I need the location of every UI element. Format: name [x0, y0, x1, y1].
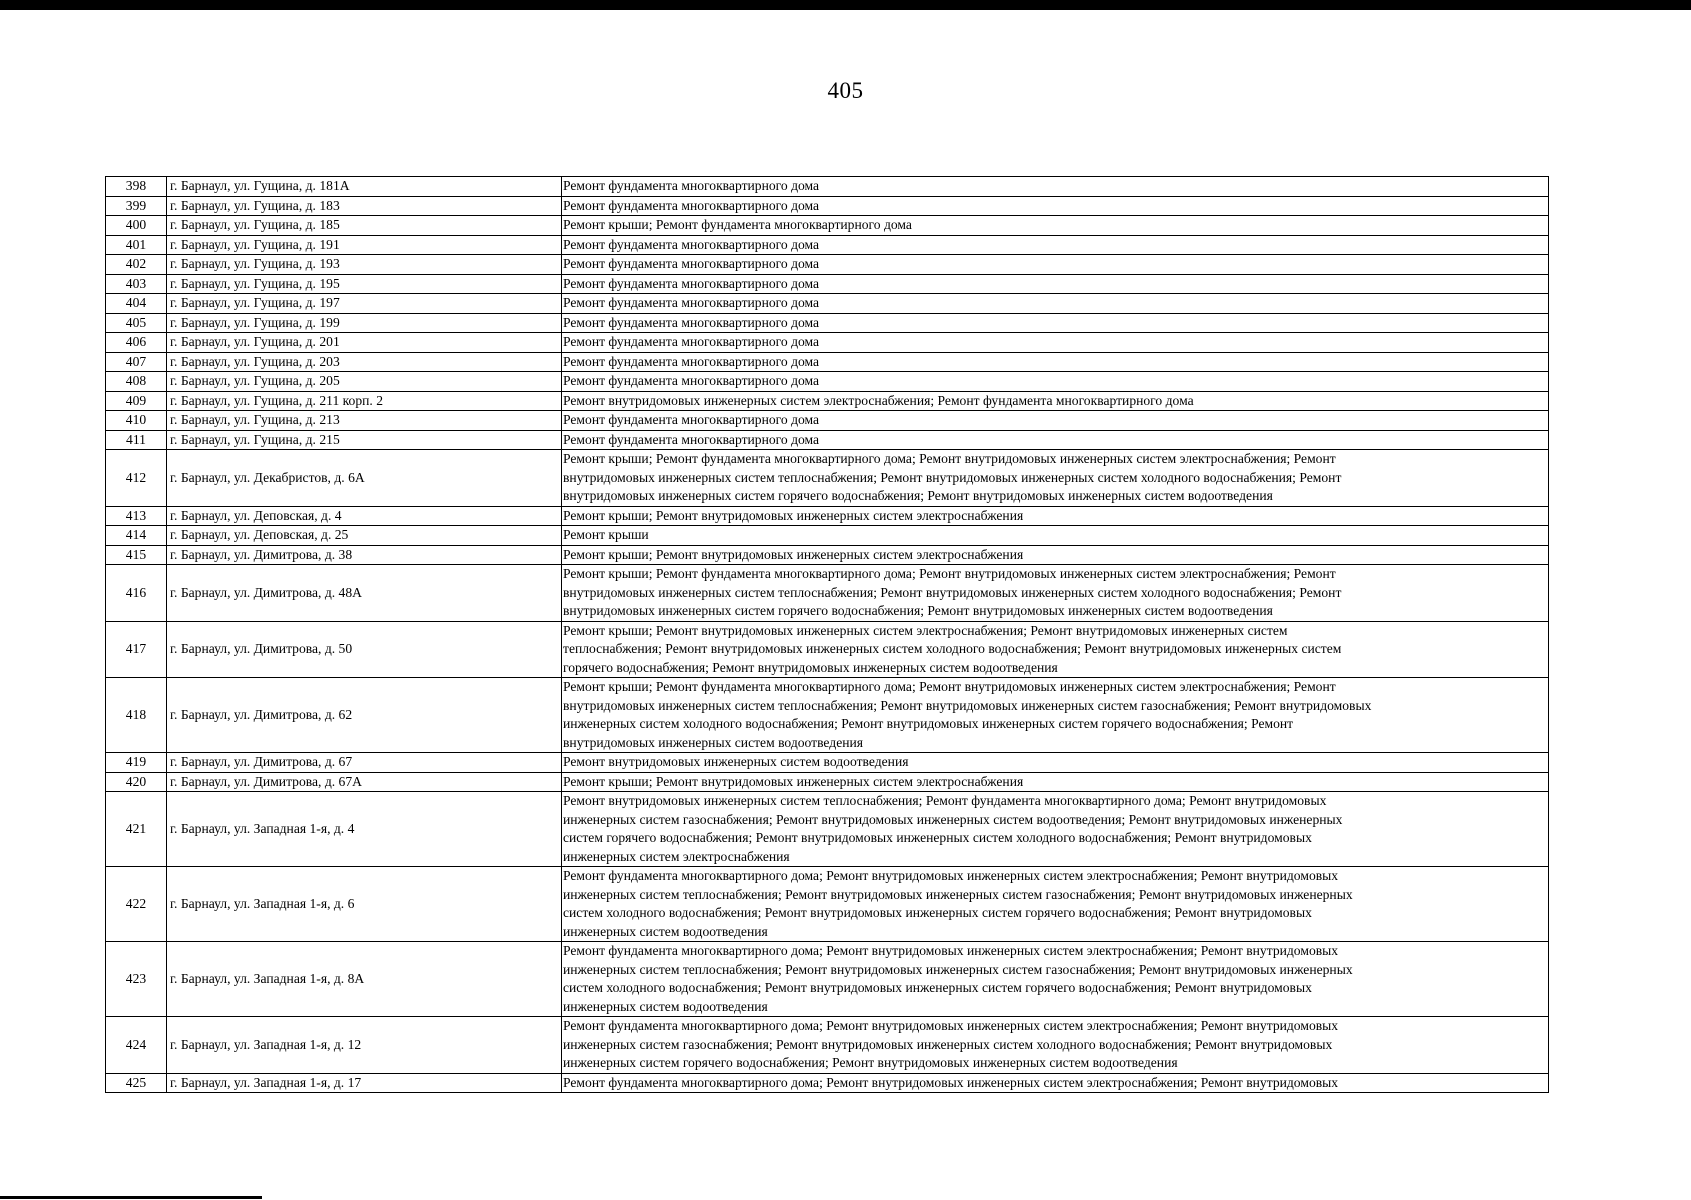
table-row [106, 216, 1549, 236]
page-number: 405 [827, 78, 864, 103]
row-number: 400 [106, 216, 167, 236]
works-line: систем холодного водоснабжения; Ремонт внутридомовых инженерных систем горячего водоснабжения; Ремонт внутридомовых [563, 905, 1312, 920]
row-works [562, 678, 1549, 753]
table-row [106, 196, 1549, 216]
table-row [106, 274, 1549, 294]
row-number: 424 [106, 1017, 167, 1074]
row-works [562, 450, 1549, 507]
row-address: г. Барнаул, ул. Гущина, д. 197 [167, 294, 562, 314]
row-works [562, 753, 1549, 773]
row-works [562, 792, 1549, 867]
row-address: г. Барнаул, ул. Гущина, д. 215 [167, 430, 562, 450]
scan-top-border [0, 0, 1691, 10]
table-row [106, 792, 1549, 867]
table-row [106, 678, 1549, 753]
row-number: 420 [106, 772, 167, 792]
row-address: г. Барнаул, ул. Димитрова, д. 38 [167, 545, 562, 565]
works-line: внутридомовых инженерных систем теплоснабжения; Ремонт внутридомовых инженерных систем холодного водоснабжения; Ремонт [563, 469, 1342, 485]
table-row [106, 235, 1549, 255]
row-address: г. Барнаул, ул. Деповская, д. 4 [167, 506, 562, 526]
table-row [106, 450, 1549, 507]
row-address: г. Барнаул, ул. Гущина, д. 203 [167, 352, 562, 372]
works-line: Ремонт фундамента многоквартирного дома [563, 197, 820, 213]
works-line: Ремонт фундамента многоквартирного дома [563, 178, 820, 193]
row-address: г. Барнаул, ул. Гущина, д. 205 [167, 372, 562, 392]
works-line: Ремонт фундамента многоквартирного дома [563, 334, 820, 349]
works-line: Ремонт фундамента многоквартирного дома [563, 431, 820, 447]
works-line: инженерных систем электроснабжения [563, 848, 790, 864]
row-number: 406 [106, 333, 167, 353]
works-line: систем горячего водоснабжения; Ремонт внутридомовых инженерных систем холодного водоснабжения; Ремонт внутридомовых [563, 830, 1312, 845]
row-number: 412 [106, 450, 167, 507]
works-line: Ремонт фундамента многоквартирного дома [563, 353, 820, 369]
row-number: 416 [106, 565, 167, 622]
works-line: Ремонт фундамента многоквартирного дома [563, 295, 820, 310]
row-number: 404 [106, 294, 167, 314]
row-number: 398 [106, 177, 167, 197]
works-line: инженерных систем водоотведения [563, 998, 768, 1014]
row-works [562, 255, 1549, 275]
works-line: Ремонт крыши; Ремонт внутридомовых инженерных систем электроснабжения [563, 546, 1024, 562]
row-works [562, 526, 1549, 546]
row-address: г. Барнаул, ул. Западная 1-я, д. 17 [167, 1073, 562, 1093]
row-works [562, 274, 1549, 294]
row-works [562, 372, 1549, 392]
table-row [106, 372, 1549, 392]
works-line: Ремонт крыши; Ремонт внутридомовых инженерных систем электроснабжения; Ремонт внутридомовых инженерных систем [563, 622, 1288, 638]
row-number: 414 [106, 526, 167, 546]
row-address: г. Барнаул, ул. Гущина, д. 181А [167, 177, 562, 197]
table-row [106, 506, 1549, 526]
table-row [106, 867, 1549, 942]
row-address: г. Барнаул, ул. Гущина, д. 195 [167, 274, 562, 294]
works-line: Ремонт внутридомовых инженерных систем водоотведения [563, 754, 909, 769]
row-works [562, 867, 1549, 942]
row-works [562, 772, 1549, 792]
row-number: 407 [106, 352, 167, 372]
row-address: г. Барнаул, ул. Деповская, д. 25 [167, 526, 562, 546]
works-line: внутридомовых инженерных систем теплоснабжения; Ремонт внутридомовых инженерных систем холодного водоснабжения; Ремонт [563, 584, 1342, 600]
works-line: инженерных систем холодного водоснабжения; Ремонт внутридомовых инженерных систем горячего водоснабжения; Ремонт [563, 716, 1294, 731]
table-row [106, 294, 1549, 314]
table-row [106, 411, 1549, 431]
row-address: г. Барнаул, ул. Западная 1-я, д. 12 [167, 1017, 562, 1074]
table-body [106, 177, 1549, 1093]
table-row [106, 313, 1549, 333]
row-address: г. Барнаул, ул. Западная 1-я, д. 8А [167, 942, 562, 1017]
works-line: внутридомовых инженерных систем горячего водоснабжения; Ремонт внутридомовых инженерных систем водоотведения [563, 603, 1273, 618]
row-works [562, 333, 1549, 353]
row-address: г. Барнаул, ул. Димитрова, д. 50 [167, 621, 562, 678]
row-address: г. Барнаул, ул. Гущина, д. 193 [167, 255, 562, 275]
row-number: 423 [106, 942, 167, 1017]
table-row [106, 545, 1549, 565]
table-row [106, 942, 1549, 1017]
works-line: инженерных систем теплоснабжения; Ремонт внутридомовых инженерных систем газоснабжения; Ремонт внутридомовых инженерных [563, 961, 1353, 977]
row-address: г. Барнаул, ул. Гущина, д. 183 [167, 196, 562, 216]
row-number: 408 [106, 372, 167, 392]
scan-bottom-mark [0, 1196, 262, 1199]
row-works [562, 352, 1549, 372]
table-row [106, 1073, 1549, 1093]
works-line: Ремонт крыши; Ремонт фундамента многоквартирного дома [563, 217, 912, 232]
row-address: г. Барнаул, ул. Димитрова, д. 67А [167, 772, 562, 792]
row-works [562, 1073, 1549, 1093]
row-number: 411 [106, 430, 167, 450]
works-line: Ремонт крыши; Ремонт фундамента многоквартирного дома; Ремонт внутридомовых инженерных систем электроснабжения; Ремонт [563, 566, 1336, 581]
row-works [562, 621, 1549, 678]
row-address: г. Барнаул, ул. Гущина, д. 185 [167, 216, 562, 236]
row-number: 421 [106, 792, 167, 867]
works-line: внутридомовых инженерных систем водоотведения [563, 734, 864, 750]
works-line: Ремонт фундамента многоквартирного дома; Ремонт внутридомовых инженерных систем электроснабжения; Ремонт внутридомовых [563, 943, 1339, 958]
row-address: г. Барнаул, ул. Западная 1-я, д. 4 [167, 792, 562, 867]
works-line: инженерных систем теплоснабжения; Ремонт внутридомовых инженерных систем газоснабжения; Ремонт внутридомовых инженерных [563, 886, 1353, 902]
row-number: 399 [106, 196, 167, 216]
table-row [106, 565, 1549, 622]
works-line: Ремонт крыши; Ремонт фундамента многоквартирного дома; Ремонт внутридомовых инженерных систем электроснабжения; Ремонт [563, 451, 1336, 466]
table-row [106, 391, 1549, 411]
works-line: инженерных систем водоотведения [563, 923, 768, 939]
works-line: Ремонт фундамента многоквартирного дома [563, 412, 820, 427]
row-works [562, 391, 1549, 411]
row-address: г. Барнаул, ул. Западная 1-я, д. 6 [167, 867, 562, 942]
row-number: 409 [106, 391, 167, 411]
table-row [106, 621, 1549, 678]
row-address: г. Барнаул, ул. Димитрова, д. 67 [167, 753, 562, 773]
row-works [562, 313, 1549, 333]
row-address: г. Барнаул, ул. Димитрова, д. 48А [167, 565, 562, 622]
row-works [562, 565, 1549, 622]
row-number: 401 [106, 235, 167, 255]
repair-works-table [105, 176, 1549, 1093]
works-line: инженерных систем газоснабжения; Ремонт внутридомовых инженерных систем холодного водоснабжения; Ремонт внутридомовых [563, 1036, 1333, 1052]
works-line: Ремонт внутридомовых инженерных систем электроснабжения; Ремонт фундамента многоквартирного дома [563, 392, 1194, 408]
works-line: Ремонт крыши [563, 527, 649, 542]
row-number: 415 [106, 545, 167, 565]
row-address: г. Барнаул, ул. Димитрова, д. 62 [167, 678, 562, 753]
works-line: Ремонт фундамента многоквартирного дома; Ремонт внутридомовых инженерных систем электроснабжения; Ремонт внутридомовых [563, 1074, 1339, 1090]
works-line: Ремонт фундамента многоквартирного дома [563, 256, 820, 271]
table-row [106, 177, 1549, 197]
row-number: 403 [106, 274, 167, 294]
works-line: Ремонт фундамента многоквартирного дома [563, 275, 820, 291]
row-works [562, 545, 1549, 565]
table-row [106, 255, 1549, 275]
row-works [562, 196, 1549, 216]
table-row [106, 1017, 1549, 1074]
works-line: Ремонт фундамента многоквартирного дома; Ремонт внутридомовых инженерных систем электроснабжения; Ремонт внутридомовых [563, 1018, 1339, 1033]
row-address: г. Барнаул, ул. Гущина, д. 191 [167, 235, 562, 255]
works-line: систем холодного водоснабжения; Ремонт внутридомовых инженерных систем горячего водоснабжения; Ремонт внутридомовых [563, 980, 1312, 995]
row-number: 402 [106, 255, 167, 275]
row-number: 419 [106, 753, 167, 773]
works-line: инженерных систем газоснабжения; Ремонт внутридомовых инженерных систем водоотведения; Ремонт внутридомовых инженерных [563, 811, 1343, 827]
works-line: Ремонт фундамента многоквартирного дома [563, 236, 820, 252]
works-line: внутридомовых инженерных систем теплоснабжения; Ремонт внутридомовых инженерных систем газоснабжения; Ремонт внутридомовых [563, 697, 1372, 713]
works-line: Ремонт крыши; Ремонт фундамента многоквартирного дома; Ремонт внутридомовых инженерных систем электроснабжения; Ремонт [563, 679, 1336, 694]
works-line: Ремонт фундамента многоквартирного дома; Ремонт внутридомовых инженерных систем электроснабжения; Ремонт внутридомовых [563, 868, 1339, 883]
row-address: г. Барнаул, ул. Декабристов, д. 6А [167, 450, 562, 507]
row-address: г. Барнаул, ул. Гущина, д. 213 [167, 411, 562, 431]
row-works [562, 1017, 1549, 1074]
row-address: г. Барнаул, ул. Гущина, д. 199 [167, 313, 562, 333]
table-row [106, 753, 1549, 773]
row-number: 413 [106, 506, 167, 526]
works-line: Ремонт крыши; Ремонт внутридомовых инженерных систем электроснабжения [563, 773, 1024, 789]
table-row [106, 430, 1549, 450]
row-number: 418 [106, 678, 167, 753]
works-line: теплоснабжения; Ремонт внутридомовых инженерных систем холодного водоснабжения; Ремонт внутридомовых инженерных систем [563, 641, 1342, 656]
table-row [106, 333, 1549, 353]
row-works [562, 942, 1549, 1017]
row-number: 422 [106, 867, 167, 942]
row-number: 417 [106, 621, 167, 678]
row-number: 425 [106, 1073, 167, 1093]
works-line: инженерных систем горячего водоснабжения; Ремонт внутридомовых инженерных систем водоотведения [563, 1055, 1178, 1070]
works-line: Ремонт крыши; Ремонт внутридомовых инженерных систем электроснабжения [563, 507, 1024, 523]
row-number: 405 [106, 313, 167, 333]
works-line: Ремонт фундамента многоквартирного дома [563, 314, 820, 330]
row-works [562, 411, 1549, 431]
row-number: 410 [106, 411, 167, 431]
row-works [562, 235, 1549, 255]
row-works [562, 294, 1549, 314]
row-address: г. Барнаул, ул. Гущина, д. 211 корп. 2 [167, 391, 562, 411]
works-line: Ремонт фундамента многоквартирного дома [563, 373, 820, 388]
row-works [562, 430, 1549, 450]
row-address: г. Барнаул, ул. Гущина, д. 201 [167, 333, 562, 353]
table-row [106, 526, 1549, 546]
row-works [562, 177, 1549, 197]
works-line: Ремонт внутридомовых инженерных систем теплоснабжения; Ремонт фундамента многоквартирного дома; Ремонт внутридомовых [563, 793, 1327, 808]
table-row [106, 772, 1549, 792]
row-works [562, 216, 1549, 236]
works-line: горячего водоснабжения; Ремонт внутридомовых инженерных систем водоотведения [563, 659, 1058, 675]
table-row [106, 352, 1549, 372]
row-works [562, 506, 1549, 526]
works-line: внутридомовых инженерных систем горячего водоснабжения; Ремонт внутридомовых инженерных систем водоотведения [563, 488, 1273, 503]
